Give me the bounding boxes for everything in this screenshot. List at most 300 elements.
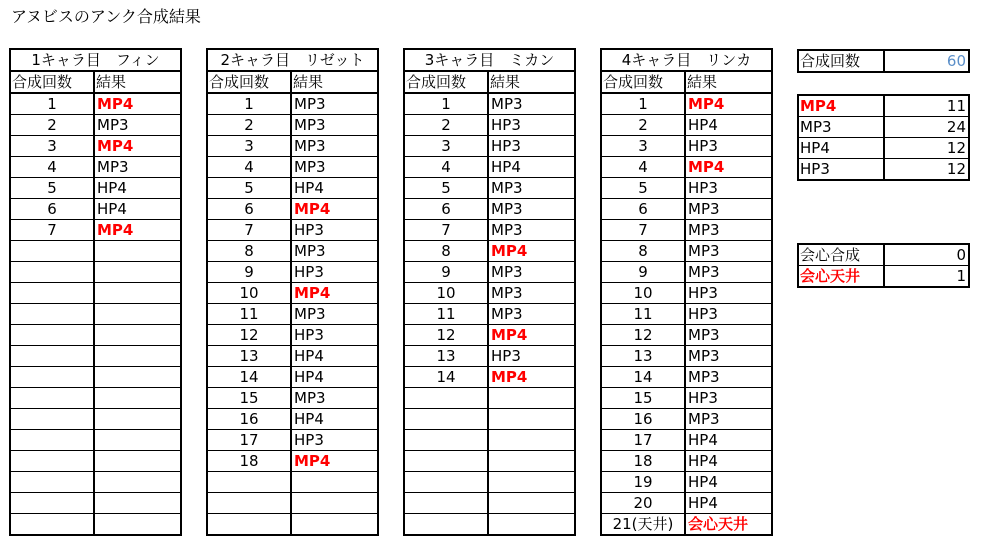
synthesis-count: 7 <box>207 220 291 241</box>
table-row <box>207 430 378 451</box>
synthesis-count: 10 <box>207 283 291 304</box>
synthesis-count: 2 <box>10 115 94 136</box>
summary-counts-table <box>797 94 970 181</box>
summary-label: MP3 <box>798 117 884 138</box>
summary-label: HP3 <box>798 159 884 181</box>
empty-cell <box>10 430 94 451</box>
empty-cell <box>94 388 181 409</box>
empty-cell <box>10 409 94 430</box>
synthesis-count: 9 <box>207 262 291 283</box>
column-header-row <box>404 71 575 93</box>
synthesis-result: HP3 <box>488 346 575 367</box>
table-row <box>404 157 575 178</box>
summary-label: 会心合成 <box>798 244 884 266</box>
empty-cell <box>10 283 94 304</box>
synthesis-count: 13 <box>404 346 488 367</box>
synthesis-count: 4 <box>207 157 291 178</box>
synthesis-result: HP3 <box>291 325 378 346</box>
empty-cell <box>94 514 181 536</box>
empty-row <box>404 409 575 430</box>
character-name-row <box>601 49 772 71</box>
empty-cell <box>404 472 488 493</box>
synthesis-result: MP4 <box>488 241 575 262</box>
empty-cell <box>404 388 488 409</box>
summary-row <box>798 95 969 117</box>
table-row <box>10 115 181 136</box>
empty-row <box>10 472 181 493</box>
empty-row <box>10 430 181 451</box>
synthesis-result: HP4 <box>291 346 378 367</box>
synthesis-result: HP4 <box>94 178 181 199</box>
synthesis-result: HP4 <box>291 367 378 388</box>
synthesis-result: HP3 <box>488 136 575 157</box>
empty-row <box>10 367 181 388</box>
empty-row <box>404 514 575 536</box>
synthesis-count: 1 <box>601 93 685 115</box>
summary-label: MP4 <box>798 95 884 117</box>
synthesis-count: 21(天井) <box>601 514 685 536</box>
table-row <box>601 430 772 451</box>
table-row <box>601 220 772 241</box>
synthesis-count: 18 <box>207 451 291 472</box>
empty-row <box>207 472 378 493</box>
synthesis-result: MP3 <box>488 178 575 199</box>
synthesis-result: HP4 <box>685 430 772 451</box>
synthesis-result: HP3 <box>685 136 772 157</box>
table-row <box>207 93 378 115</box>
table-row <box>207 262 378 283</box>
synthesis-result: HP4 <box>685 472 772 493</box>
synthesis-count: 11 <box>601 304 685 325</box>
empty-cell <box>488 514 575 536</box>
empty-cell <box>10 388 94 409</box>
synthesis-count: 15 <box>601 388 685 409</box>
empty-row <box>404 451 575 472</box>
synthesis-count: 1 <box>10 93 94 115</box>
synthesis-count: 3 <box>601 136 685 157</box>
synthesis-result: MP3 <box>291 241 378 262</box>
synthesis-result: MP3 <box>488 283 575 304</box>
synthesis-result: MP4 <box>685 93 772 115</box>
synthesis-count: 11 <box>404 304 488 325</box>
table-row <box>404 220 575 241</box>
synthesis-count: 12 <box>404 325 488 346</box>
synthesis-count: 19 <box>601 472 685 493</box>
synthesis-count: 3 <box>207 136 291 157</box>
empty-cell <box>94 241 181 262</box>
synthesis-count: 13 <box>601 346 685 367</box>
table-row <box>601 241 772 262</box>
empty-cell <box>10 325 94 346</box>
synthesis-count: 17 <box>601 430 685 451</box>
empty-cell <box>10 514 94 536</box>
synthesis-count: 4 <box>404 157 488 178</box>
table-row <box>404 304 575 325</box>
empty-cell <box>10 493 94 514</box>
synthesis-result: MP4 <box>291 451 378 472</box>
summary-label: HP4 <box>798 138 884 159</box>
empty-cell <box>94 346 181 367</box>
empty-cell <box>94 493 181 514</box>
synthesis-result: MP4 <box>291 199 378 220</box>
synthesis-result: MP4 <box>94 93 181 115</box>
table-row <box>601 493 772 514</box>
synthesis-count: 18 <box>601 451 685 472</box>
character-name: 3キャラ目 ミカン <box>404 49 575 71</box>
synthesis-count: 16 <box>207 409 291 430</box>
synthesis-result: MP3 <box>291 115 378 136</box>
summary-total-row <box>798 50 969 72</box>
synthesis-count: 5 <box>404 178 488 199</box>
table-row <box>404 93 575 115</box>
table-row <box>404 367 575 388</box>
synthesis-count: 2 <box>601 115 685 136</box>
table-row <box>601 115 772 136</box>
synthesis-count: 17 <box>207 430 291 451</box>
empty-cell <box>10 367 94 388</box>
synthesis-result: MP4 <box>94 220 181 241</box>
empty-cell <box>94 430 181 451</box>
character-name-row <box>207 49 378 71</box>
summary-total-value: 60 <box>884 50 969 72</box>
empty-cell <box>94 367 181 388</box>
table-row <box>207 220 378 241</box>
empty-row <box>10 283 181 304</box>
summary-value: 11 <box>884 95 969 117</box>
empty-row <box>10 262 181 283</box>
character-name: 1キャラ目 フィン <box>10 49 181 71</box>
summary-total-label: 合成回数 <box>798 50 884 72</box>
empty-cell <box>207 514 291 536</box>
summary-critical-table <box>797 243 970 288</box>
summary-row <box>798 138 969 159</box>
synthesis-count: 4 <box>601 157 685 178</box>
table-row <box>601 451 772 472</box>
summary-label: 会心天井 <box>798 266 884 288</box>
empty-cell <box>404 493 488 514</box>
page-title: アヌビスのアンク合成結果 <box>11 7 201 26</box>
empty-cell <box>404 514 488 536</box>
column-header-row <box>601 71 772 93</box>
count-column-header: 合成回数 <box>404 71 488 93</box>
empty-cell <box>10 346 94 367</box>
synthesis-result: MP3 <box>488 93 575 115</box>
synthesis-count: 2 <box>207 115 291 136</box>
summary-row <box>798 266 969 288</box>
empty-cell <box>10 241 94 262</box>
summary-row <box>798 244 969 266</box>
synthesis-count: 16 <box>601 409 685 430</box>
synthesis-count: 2 <box>404 115 488 136</box>
synthesis-result: HP4 <box>488 157 575 178</box>
synthesis-count: 13 <box>207 346 291 367</box>
empty-row <box>10 409 181 430</box>
synthesis-result: HP3 <box>291 220 378 241</box>
synthesis-count: 3 <box>10 136 94 157</box>
synthesis-result: HP4 <box>685 115 772 136</box>
empty-cell <box>488 388 575 409</box>
empty-cell <box>291 514 378 536</box>
synthesis-count: 6 <box>404 199 488 220</box>
table-row <box>207 178 378 199</box>
table-row <box>207 409 378 430</box>
empty-row <box>404 472 575 493</box>
empty-row <box>10 304 181 325</box>
synthesis-result: HP4 <box>291 409 378 430</box>
empty-cell <box>94 325 181 346</box>
empty-row <box>10 514 181 536</box>
synthesis-result: HP4 <box>685 493 772 514</box>
summary-row <box>798 159 969 181</box>
synthesis-result: HP3 <box>685 304 772 325</box>
summary-value: 1 <box>884 266 969 288</box>
synthesis-count: 5 <box>10 178 94 199</box>
empty-cell <box>207 493 291 514</box>
synthesis-count: 12 <box>601 325 685 346</box>
synthesis-result: HP3 <box>291 430 378 451</box>
count-column-header: 合成回数 <box>601 71 685 93</box>
table-row <box>404 178 575 199</box>
character-name-row <box>10 49 181 71</box>
synthesis-count: 8 <box>601 241 685 262</box>
empty-cell <box>10 262 94 283</box>
synthesis-count: 8 <box>207 241 291 262</box>
table-row <box>601 157 772 178</box>
empty-row <box>207 493 378 514</box>
synthesis-result: HP3 <box>685 178 772 199</box>
empty-cell <box>404 409 488 430</box>
synthesis-result: HP4 <box>94 199 181 220</box>
table-row <box>601 514 772 536</box>
synthesis-result: MP4 <box>94 136 181 157</box>
synthesis-result: MP3 <box>685 262 772 283</box>
empty-cell <box>94 451 181 472</box>
synthesis-count: 12 <box>207 325 291 346</box>
empty-cell <box>488 430 575 451</box>
table-row <box>404 262 575 283</box>
empty-cell <box>488 472 575 493</box>
synthesis-count: 1 <box>207 93 291 115</box>
synthesis-count: 20 <box>601 493 685 514</box>
synthesis-result: MP3 <box>94 157 181 178</box>
empty-cell <box>10 472 94 493</box>
synthesis-result: MP3 <box>488 262 575 283</box>
synthesis-result: HP3 <box>685 388 772 409</box>
synthesis-result: MP3 <box>685 367 772 388</box>
table-row <box>404 283 575 304</box>
synthesis-result: MP3 <box>94 115 181 136</box>
table-row <box>207 451 378 472</box>
table-row <box>601 346 772 367</box>
synthesis-result: MP3 <box>685 409 772 430</box>
empty-cell <box>488 451 575 472</box>
synthesis-result: MP4 <box>488 325 575 346</box>
synthesis-result: HP3 <box>488 115 575 136</box>
empty-cell <box>94 262 181 283</box>
table-row <box>207 325 378 346</box>
empty-cell <box>94 472 181 493</box>
summary-row <box>798 117 969 138</box>
synthesis-result: MP4 <box>488 367 575 388</box>
empty-cell <box>404 430 488 451</box>
synthesis-result: MP3 <box>291 157 378 178</box>
empty-row <box>10 451 181 472</box>
synthesis-result: MP3 <box>488 304 575 325</box>
table-row <box>601 178 772 199</box>
empty-cell <box>10 451 94 472</box>
synthesis-count: 10 <box>404 283 488 304</box>
character-name-row <box>404 49 575 71</box>
table-row <box>601 304 772 325</box>
synthesis-result: HP3 <box>685 283 772 304</box>
synthesis-count: 7 <box>404 220 488 241</box>
synthesis-count: 6 <box>10 199 94 220</box>
table-row <box>601 367 772 388</box>
table-row <box>404 136 575 157</box>
synthesis-count: 9 <box>601 262 685 283</box>
table-row <box>207 304 378 325</box>
synthesis-result: MP3 <box>291 93 378 115</box>
synthesis-result: 会心天井 <box>685 514 772 536</box>
table-row <box>404 199 575 220</box>
empty-cell <box>94 409 181 430</box>
synthesis-count: 11 <box>207 304 291 325</box>
synthesis-count: 14 <box>404 367 488 388</box>
count-column-header: 合成回数 <box>207 71 291 93</box>
synthesis-count: 7 <box>10 220 94 241</box>
empty-cell <box>10 304 94 325</box>
synthesis-result: MP3 <box>488 199 575 220</box>
synthesis-result: MP4 <box>291 283 378 304</box>
table-row <box>207 199 378 220</box>
empty-row <box>10 241 181 262</box>
table-row <box>207 157 378 178</box>
synthesis-count: 8 <box>404 241 488 262</box>
table-row <box>10 220 181 241</box>
table-row <box>10 178 181 199</box>
character-table-1 <box>9 48 182 536</box>
synthesis-result: HP4 <box>685 451 772 472</box>
synthesis-count: 7 <box>601 220 685 241</box>
column-header-row <box>207 71 378 93</box>
result-column-header: 結果 <box>94 71 181 93</box>
column-header-row <box>10 71 181 93</box>
table-row <box>10 93 181 115</box>
empty-cell <box>404 451 488 472</box>
synthesis-count: 5 <box>207 178 291 199</box>
empty-row <box>10 493 181 514</box>
synthesis-result: MP3 <box>291 304 378 325</box>
synthesis-result: MP3 <box>685 346 772 367</box>
synthesis-count: 6 <box>207 199 291 220</box>
empty-row <box>404 430 575 451</box>
synthesis-result: MP4 <box>685 157 772 178</box>
empty-cell <box>94 283 181 304</box>
table-row <box>601 262 772 283</box>
character-name: 4キャラ目 リンカ <box>601 49 772 71</box>
synthesis-count: 14 <box>601 367 685 388</box>
count-column-header: 合成回数 <box>10 71 94 93</box>
table-row <box>601 199 772 220</box>
empty-row <box>10 325 181 346</box>
table-row <box>601 472 772 493</box>
empty-cell <box>291 472 378 493</box>
character-table-4 <box>600 48 773 536</box>
table-row <box>207 241 378 262</box>
synthesis-result: MP3 <box>685 241 772 262</box>
empty-cell <box>488 409 575 430</box>
table-row <box>207 346 378 367</box>
character-name: 2キャラ目 リゼット <box>207 49 378 71</box>
table-row <box>404 346 575 367</box>
table-row <box>10 136 181 157</box>
summary-value: 12 <box>884 159 969 181</box>
synthesis-count: 4 <box>10 157 94 178</box>
empty-row <box>10 388 181 409</box>
synthesis-result: MP3 <box>291 388 378 409</box>
character-table-2 <box>206 48 379 536</box>
synthesis-result: MP3 <box>291 136 378 157</box>
table-row <box>207 115 378 136</box>
empty-row <box>404 493 575 514</box>
empty-cell <box>94 304 181 325</box>
table-row <box>601 283 772 304</box>
table-row <box>10 157 181 178</box>
synthesis-count: 15 <box>207 388 291 409</box>
synthesis-count: 3 <box>404 136 488 157</box>
empty-row <box>404 388 575 409</box>
summary-total-table <box>797 49 970 73</box>
empty-cell <box>488 493 575 514</box>
table-row <box>207 367 378 388</box>
synthesis-result: MP3 <box>685 325 772 346</box>
synthesis-count: 5 <box>601 178 685 199</box>
synthesis-count: 9 <box>404 262 488 283</box>
synthesis-result: MP3 <box>488 220 575 241</box>
table-row <box>207 136 378 157</box>
table-row <box>404 115 575 136</box>
table-row <box>404 241 575 262</box>
table-row <box>601 93 772 115</box>
empty-cell <box>207 472 291 493</box>
result-column-header: 結果 <box>291 71 378 93</box>
summary-value: 0 <box>884 244 969 266</box>
table-row <box>601 388 772 409</box>
empty-cell <box>291 493 378 514</box>
synthesis-count: 1 <box>404 93 488 115</box>
character-table-3 <box>403 48 576 536</box>
table-row <box>10 199 181 220</box>
synthesis-result: MP3 <box>685 220 772 241</box>
summary-value: 12 <box>884 138 969 159</box>
table-row <box>207 283 378 304</box>
table-row <box>404 325 575 346</box>
synthesis-result: HP3 <box>291 262 378 283</box>
result-column-header: 結果 <box>685 71 772 93</box>
synthesis-count: 14 <box>207 367 291 388</box>
empty-row <box>207 514 378 536</box>
empty-row <box>10 346 181 367</box>
table-row <box>601 409 772 430</box>
synthesis-count: 6 <box>601 199 685 220</box>
synthesis-result: HP4 <box>291 178 378 199</box>
result-column-header: 結果 <box>488 71 575 93</box>
synthesis-count: 10 <box>601 283 685 304</box>
table-row <box>207 388 378 409</box>
table-row <box>601 325 772 346</box>
summary-value: 24 <box>884 117 969 138</box>
table-row <box>601 136 772 157</box>
